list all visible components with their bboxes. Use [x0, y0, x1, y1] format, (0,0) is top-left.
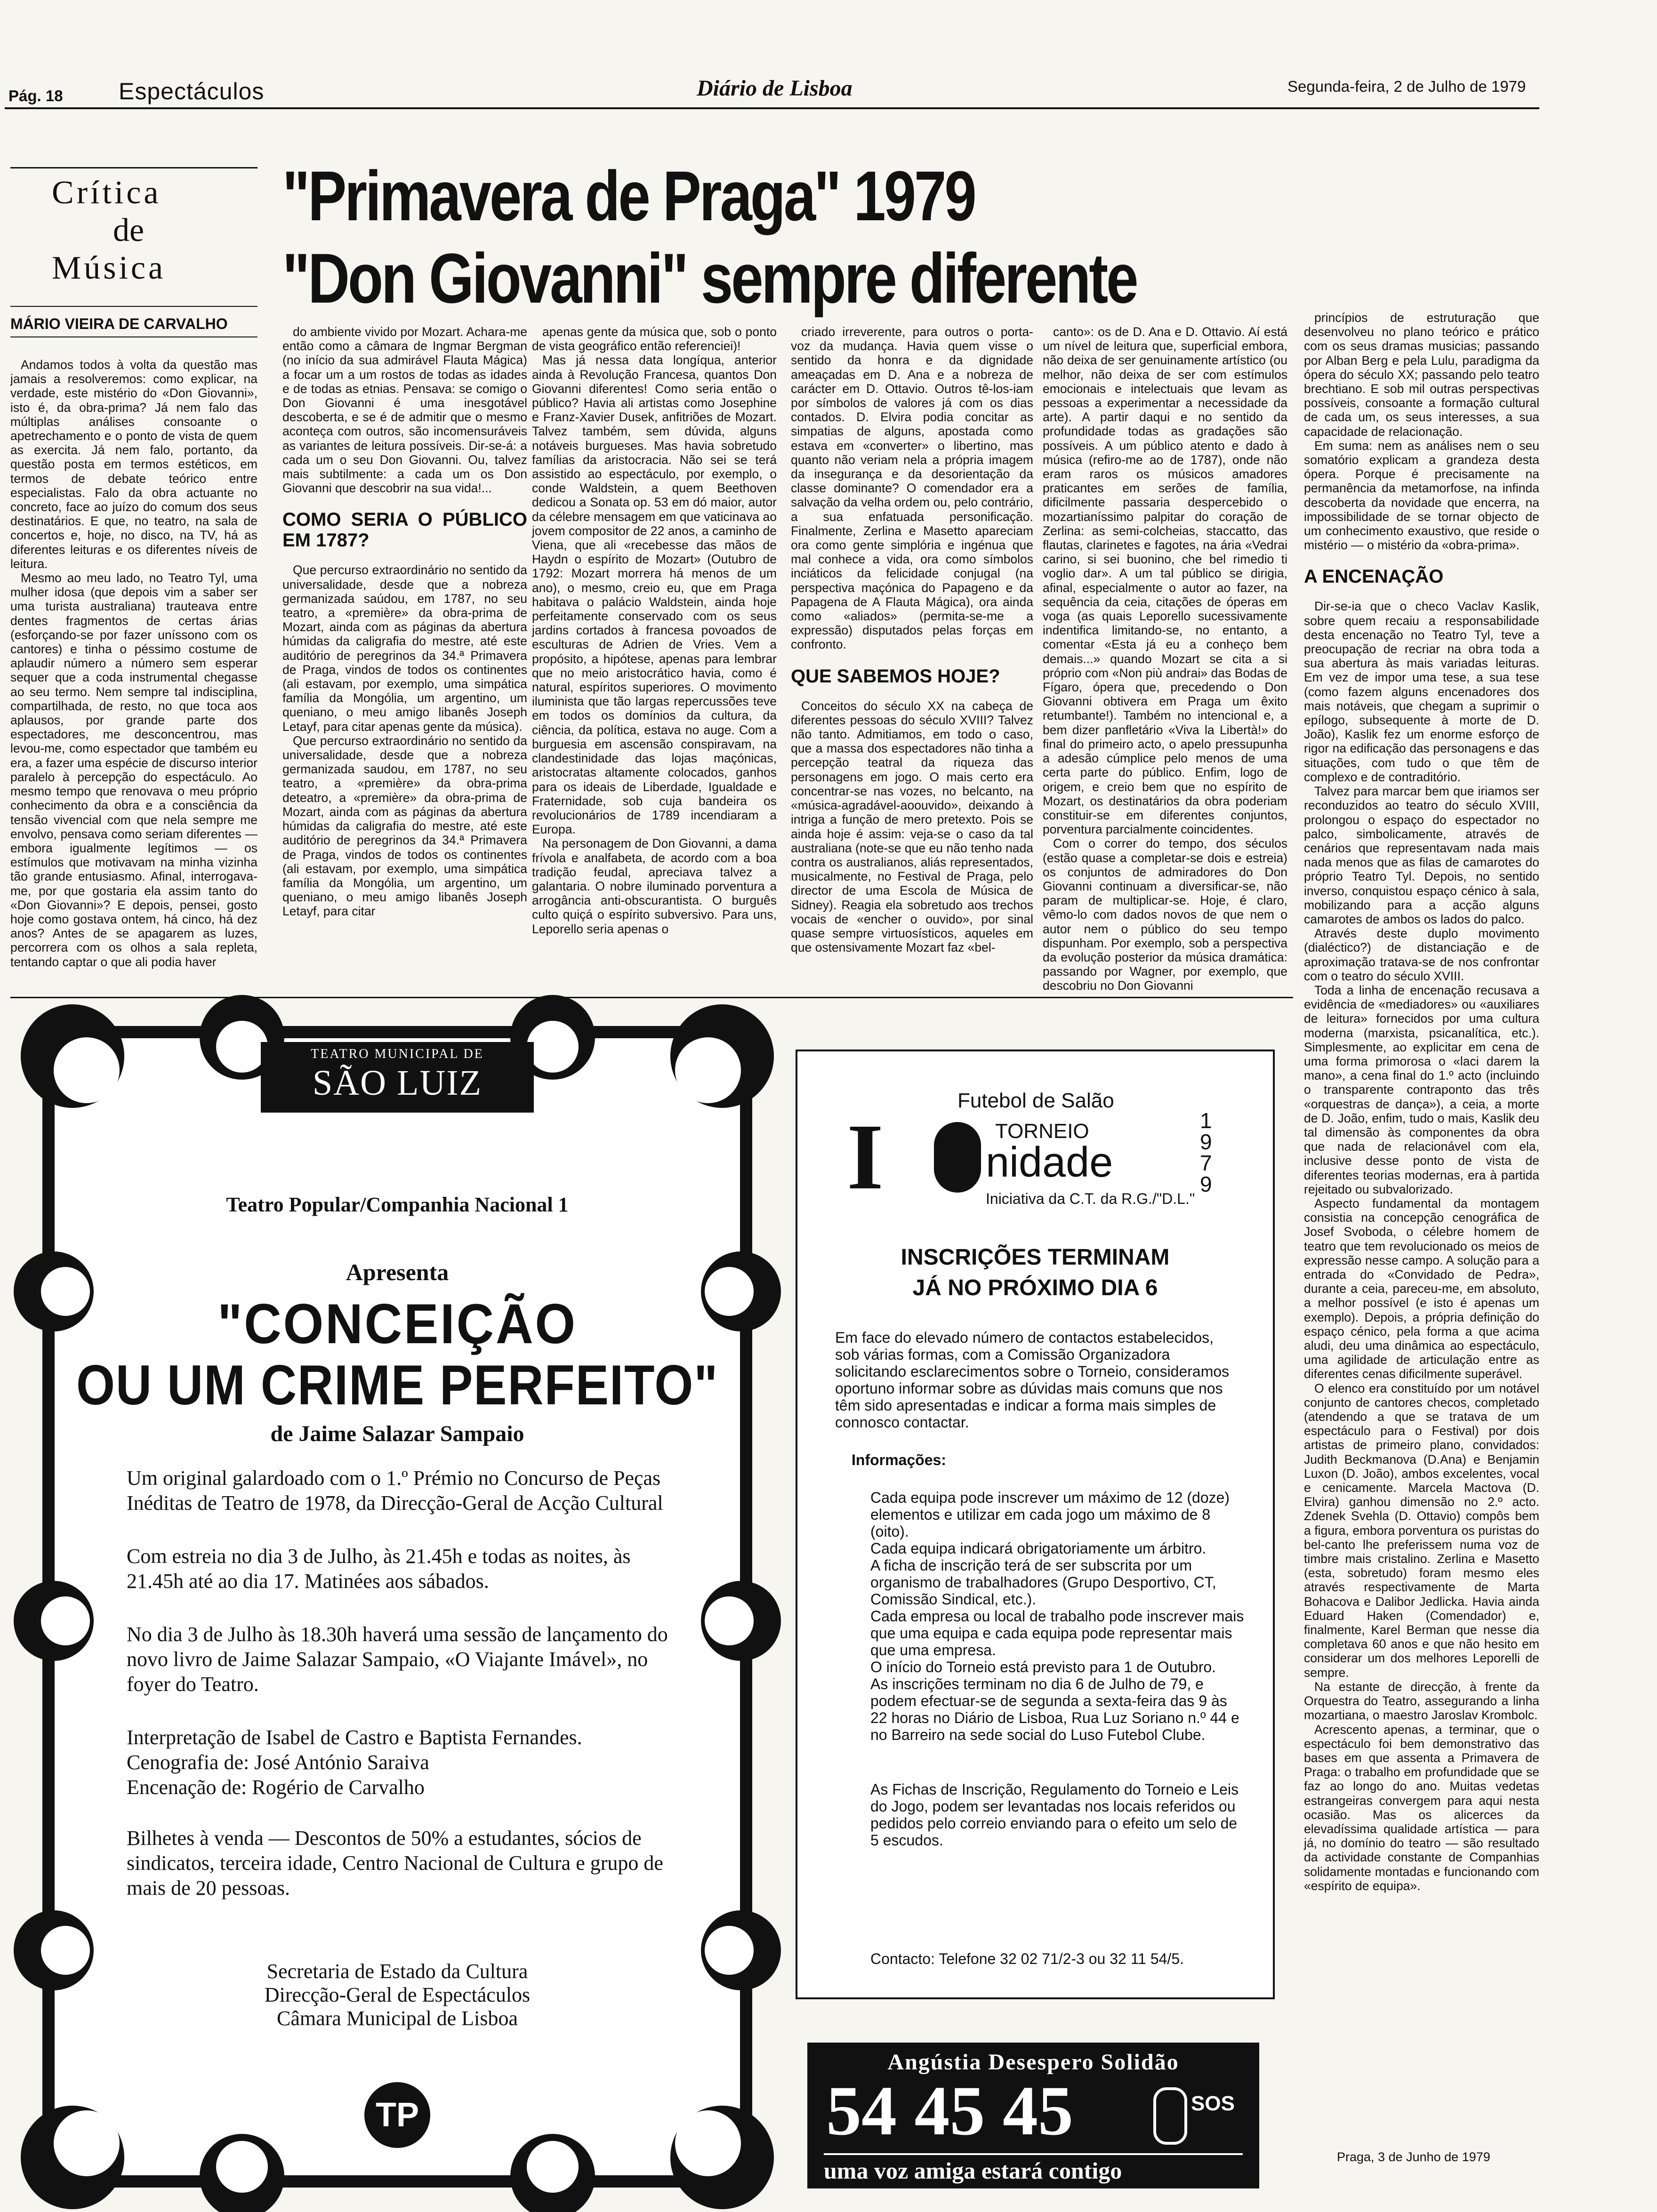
article-column-3	[532, 325, 777, 984]
headline-line1: "Primavera de Praga" 1979	[282, 156, 975, 235]
theatre-presents: Apresenta	[346, 1259, 449, 1285]
football-info: Cada equipa pode inscrever um máximo de 12 (doze) elementos e utilizar em cada jogo um máximo de 8 (oito). Cada equipa indicará obrigatoriamente um árbitro. A ficha de inscrição terá de ser subscrita por um organismo de trabalhadores (Grupo Desportivo, CT, Comissão Sindical, etc.). Cada empresa ou local de trabalho pode inscrever mais que uma equipa e cada equipa pode representar mais que uma empresa. O início do Torneio está previsto para 1 de Outubro. As inscrições terminam no dia 6 de Julho de 79, e podem efectuar-se de segunda a sexta-feira das 9 às 22 horas no Diário de Lisboa, Rua Luz Soriano n.º 44 e no Barreiro na sede social do Luso Futebol Clube.	[870, 1489, 1244, 1743]
paragraph: Na personagem de Don Giovanni, a dama frívola e analfabeta, de acordo com a boa tradição feudal, apreciava talvez a galantaria. O nobre iluminado porventura a arrogância anti-obscurantista. O burguês culto quiçá o espírito subversivo. Para uns, Leporello seria apenas o	[532, 836, 777, 936]
sao-luiz-logo	[261, 1042, 534, 1113]
paragraph: apenas gente da música que, sob o ponto de vista geográfico então referenciei)!	[532, 325, 777, 353]
paragraph: Aspecto fundamental da montagem consistia na concepção cenográfica de Josef Svoboda, o célebre homem de teatro que tem revolucionado os meios de expressão nesse campo. A solução para a entrada do «Convidado de Pedra», durante a ceia, pareceu-me, em absoluto, a melhor possível (e isto é apenas um exemplo). Depois, a própria definição do espaço cénico, pela forma a que acima aludi, deu uma dinâmica ao espectáculo, uma agilidade de articulação entre as diferentes cenas dificilmente superável.	[1304, 1196, 1539, 1381]
theatre-ad-body	[127, 1466, 682, 1900]
tp-logo	[364, 2082, 430, 2148]
rubric-critica: Crítica	[52, 175, 161, 211]
subheading: A ENCENAÇÃO	[1304, 566, 1444, 587]
award-paragraph: Um original galardoado com o 1.º Prémio no Concurso de Peças Inéditas de Teatro de 1978, da Direcção-Geral de Acção Cultural	[127, 1467, 663, 1515]
ads-separator	[10, 997, 1293, 998]
paragraph: do ambiente vivido por Mozart. Achara-me então como a câmara de Ingmar Bergman (no início da sua admirável Flauta Mágica) a focar um a um rostos de todas as idades e de todas as etnias. Pensava: se comigo o Don Giovanni é uma inesgotável descoberta, e se é de admitir que o mesmo aconteça com outros, são incomensuráveis as variantes de leitura possíveis. Dir-se-á: a cada um o seu Don Giovanni. Ou, talvez mais subtilmente: a cada um os Don Giovanni que descobrir na sua vida!...	[282, 325, 527, 496]
football-closing: As Fichas de Inscrição, Regulamento do Torneio e Leis do Jogo, podem ser levantadas nos locais referidos ou pedidos pelo correio enviando para o efeito um selo de 5 escudos.	[870, 1781, 1239, 1849]
tp-logo-text: TP	[375, 2096, 419, 2134]
article-column-1	[10, 358, 257, 984]
section-name: Espectáculos	[119, 78, 265, 104]
credit-cast: Interpretação de Isabel de Castro e Baptista Fernandes.	[127, 1726, 582, 1749]
page-number: Pág. 18	[8, 87, 63, 104]
rubric-de: de	[113, 212, 145, 248]
football-contact: Contacto: Telefone 32 02 71/2-3 ou 32 11 54/5.	[870, 1950, 1184, 1967]
sponsor: Câmara Municipal de Lisboa	[277, 2007, 518, 2030]
rubric-rule	[10, 167, 257, 168]
article-column-4	[791, 325, 1033, 984]
paragraph: Andamos todos à volta da questão mas jamais a resolveremos: como explicar, na verdade, este mistério do «Don Giovanni», isto é, da obra-prima? Já nem falo das múltiplas análises consoante o apetrechamento e o ponto de vista de quem as exercita. Já nem falo, portanto, da questão posta em termos estéticos, em termos de debate teórico entre especialistas. Falo da obra actuante no concreto, face ao juízo do comum dos seus destinatários. E que, no teatro, na sala de concertos e, hoje, no disco, na TV, há as diferentes leituras e os diferentes níveis de leitura.	[10, 358, 257, 571]
paragraph: Dir-se-ia que o checo Vaclav Kaslik, sobre quem recaiu a responsabilidade desta encenação no Teatro Tyl, teve a preocupação de recriar na obra toda a sua abertura às mais variadas leituras. Em vez de impor uma tese, a sua tese (como fazem alguns encenadores dos mais notáveis, que chegam a suprimir o epílogo, subsequente à morte de D. João), Kaslik fez um enorme esforço de rigor na edificação das personagens e das situações, com tudo o que têm de complexo e de contraditório.	[1304, 599, 1539, 784]
issue-date: Segunda-feira, 2 de Julho de 1979	[1287, 78, 1526, 95]
byline: MÁRIO VIEIRA DE CARVALHO	[10, 315, 228, 332]
telephone-icon	[1153, 2087, 1187, 2145]
play-author: de Jaime Salazar Sampaio	[270, 1421, 524, 1446]
paragraph: Conceitos do século XX na cabeça de diferentes pessoas do século XVIII? Talvez não tanto. Admitiamos, em todo o caso, que a massa dos espectadores não tinha a percepção teatral da riqueza das personagens em jogo. O mais certo era concentrar-se nas vozes, no belcanto, na «música-agradável-aoouvido», deixando à intriga a função de mero pretexto. Pois se ainda hoje é assim: veja-se o caso da tal australiana (note-se que eu não tenho nada contra os australianos, aliás representados, musicalmente, no Festival de Praga, pelo director de uma Escola de Música de Sidney). Reagia ela sobretudo aos trechos vocais de «encher o ouvido», por sinal quase sempre virtuosísticos, aqueles em que ostensivamente Mozart faz «bel-	[791, 698, 1033, 955]
play-title-line2: OU UM CRIME PERFEITO"	[76, 1354, 719, 1417]
article-column-6	[1304, 311, 1539, 2000]
paragraph: princípios de estruturação que desenvolveu no plano teórico e prático com os seus dramas musicias; passando por Alban Berg e pela Lulu, paradigma da ópera do século XX; passando pelo teatro brechtiano. E sob mil outras perspectivas possíveis, consoante a formação cultural de cada um, os seus interesses, a sua capacidade de relacionação.	[1304, 311, 1539, 439]
article-column-5	[1043, 325, 1287, 993]
sponsor: Secretaria de Estado da Cultura	[266, 1960, 528, 1983]
tickets-paragraph: Bilhetes à venda — Descontos de 50% a estudantes, sócios de sindicatos, terceira idade, Centro Nacional de Cultura e grupo de mais de 20 pessoas.	[127, 1827, 663, 1899]
football-torneio: TORNEIO	[995, 1120, 1089, 1143]
sponsor: Direcção-Geral de Espectáculos	[264, 1983, 531, 2006]
sao-luiz-logo-line2: SÃO LUIZ	[312, 1063, 483, 1103]
paragraph: Toda a linha de encenação recusava a evidência de «mediadores» ou «auxiliares de leitura» fornecidos por uma cultura moderna (marxista, psicanalítica, etc.). Simplesmente, ao explicitar em cena de uma forma primorosa o «laci darem la mano», a cena final do 1.º acto (incluindo o transparente contraponto das três «orquestras de dança»), a ceia, a morte de D. João, enfim, tudo o mais, Kaslik deu tal dimensão às componentes da obra que nada de relacionável com ela, inclusive desse ponto de vista de diferentes teorias modernas, era à partida rejeitado ou subvalorizado.	[1304, 983, 1539, 1196]
paragraph: criado irreverente, para outros o porta-voz da mudança. Havia quem visse o sentido da honra e da dignidade ameaçadas em D. Ana e a nobreza de carácter em D. Ottavio. Outros tê-los-iam por símbolos de valores já com os dias contados. D. Elvira podia concitar as simpatias de alguns, apostada como estava em «converter» o libertino, mas quanto não veriam nela a própria imagem da insegurança e da desorientação da classe dominante? O comendador era a salvação da velha ordem ou, pelo contrário, a sua enfatuada personificação. Finalmente, Zerlina e Masetto apareciam ora como gente simplória e ingénua que mal conhece a vida, ora como símbolos inciáticos da felicidade conjugal (na perspectiva maçónica do Papageno e da Papagena de A Flauta Mágica), ora ainda como «aliados» (permita-se-me a expressão) disputados pelas forças em confronto.	[791, 325, 1033, 652]
sos-phone-number: 54 45 45	[826, 2072, 1073, 2150]
paragraph: canto»: os de D. Ana e D. Ottavio. Aí está um nível de leitura que, superficial embora, não deixa de ser genuinamente artístico (ou melhor, não deixa de ser com estímulos emocionais e intelectuais que levam as pessoas a experimentar a necessidade da arte). A partir daqui e no sentido da profundidade todas as gradações são possíveis. A um público atento e dado à música (refiro-me ao de 1787), onde não eram raros os músicos amadores praticantes em serões de família, dificilmente passaria despercebido o mozartianíssimo palpitar do coração de Zerlina: as semi-colcheias, staccatto, das flautas, clarinetes e fagotes, na ária «Vedrai carino, si sei buonino, che bel rimedio ti voglio dar». A um tal público se dirigia, afinal, especialmente o autor ao fazer, na sequência da ceia, citações de óperas em voga (as quais Leporello sucessivamente indentifica limitando-se, no entanto, a comentar «Esta já eu a conheço bem demais...» quando Mozart se cita a si próprio com «Non più andrai» das Bodas de Fígaro, ópera que, precedendo o Don Giovanni obtivera em Praga um êxito retumbante!). Também no intencional e, a bem dizer panfletário «Viva la Libertà!» do final do primeiro acto, o apelo pressupunha a adesão cúmplice pelo menos de uma certa parte do público. Enfim, logo de origem, e creio bem que no espírito de Mozart, os destinatários da obra poderiam constituir-se em diferentes conjuntos, porventura parcialmente coincidentes.	[1043, 325, 1287, 837]
subheading: QUE SABEMOS HOJE?	[791, 665, 1000, 687]
sos-bottom-line: uma voz amiga estará contigo	[824, 2153, 1243, 2184]
headline-line2: "Don Giovanni" sempre diferente	[282, 239, 1137, 318]
sos-badge: SOS	[1191, 2092, 1235, 2115]
rubric-musica: Música	[52, 250, 166, 286]
article-column-2	[282, 325, 527, 984]
football-unidade: nidade	[986, 1139, 1113, 1186]
credit-director: Encenação de: Rogério de Carvalho	[127, 1776, 425, 1799]
paragraph: Em suma: nem as análises nem o seu somatório explicam a grandeza desta ópera. Porque é precisamente na permanência da metamorfose, na infinda descoberta da novidade que encerra, na impossibilidade de se tornar objecto de um conhecimento exaustivo, que reside o mistério — o mistério da «obra-prima».	[1304, 438, 1539, 553]
paragraph: Que percurso extraordinário no sentido da universalidade, desde que a nobreza germanizada saudou, em 1787, no seu teatro, a «première» da obra-prima deteatro, a «première» da obra-prima de Mozart, ainda com as páginas da abertura húmidas da caligrafia do mestre, até este auditório de peregrinos da 34.ª Primavera de Praga, vindos de todos os continentes (ali estavam, por exemplo, uma simpática família da Mongólia, um argentino, um queniano, o meu amigo libanês Joseph Letayf, para citar	[282, 733, 527, 919]
sao-luiz-logo-line1: TEATRO MUNICIPAL DE	[311, 1047, 484, 1061]
sos-advertisement	[807, 2043, 1259, 2188]
premiere-paragraph: Com estreia no dia 3 de Julho, às 21.45h e todas as noites, às 21.45h até ao dia 17. Matinées aos sábados.	[127, 1545, 631, 1593]
paragraph: Talvez para marcar bem que iriamos ser reconduzidos ao teatro do século XVIII, prolongou o espaço do espectador no palco, simbolicamente, através de cenários que representavam nada mais nada menos que as filas de camarotes do próprio Teatro Tyl. Depois, no sentido inverso, conquistou espaço cénico à sala, mobilizando para a acção alguns camarotes de ambos os lados do palco.	[1304, 784, 1539, 926]
paragraph: Com o correr do tempo, dos séculos (estão quase a completar-se dois e estreia) os conjuntos de admiradores do Don Giovanni continuam a diversificar-se, não param de multiplicar-se. Hoje, é claro, vêmo-lo com dados novos de que nem o autor nem o público do seu tempo dispunham. Por exemplo, sob a perspectiva da evolução posterior da música dramática: passando por Wagner, por exemplo, que descobriu no Don Giovanni	[1043, 836, 1287, 993]
paragraph: Na estante de direcção, à frente da Orquestra do Teatro, assegurando a linha mozartiana, o maestro Jaroslav Krombolc.	[1304, 1679, 1539, 1723]
paragraph: Que percurso extraordinário no sentido da universalidade, desde que a nobreza germanizada saúdou, em 1787, no seu teatro, a «première» da obra-prima de Mozart, ainda com as páginas da abertura húmidas da caligrafia do mestre, até este auditório de peregrinos da 34.ª Primavera de Praga, vindos de todos os continentes (ali estavam, por exemplo, uma simpática família da Mongólia, um argentino, um queniano, o meu amigo libanês Joseph Letayf, para citar apenas gente da música).	[282, 563, 527, 734]
header-rule	[5, 107, 1539, 109]
theatre-sponsors	[44, 1960, 750, 2030]
football-intro: Em face do elevado número de contactos estabelecidos, sob várias formas, com a Comissão Organizadora solicitando esclarecimentos sobre o Torneio, consideramos oportuno informar sobre as dúvidas mais comuns que nos têm sido apresentadas e indicar a forma mais simples de connosco contactar.	[835, 1329, 1230, 1431]
paragraph: Acrescento apenas, a terminar, que o espectáculo foi bem demonstrativo das bases em que assenta a Primavera de Praga: o trabalho em profundidade que se faz ao longo do ano. Muitas vedetas estrangeiras convergem para aqui nesta ocasião. Mas os alicerces da elevadíssima qualidade artística — para já, no domínio do teatro — são resultado da actividade constante de Companhias solidamente montadas e funcionando com «espírito de equipa».	[1304, 1722, 1539, 1893]
dateline: Praga, 3 de Junho de 1979	[1337, 2150, 1490, 2164]
football-info-label: Informações:	[852, 1451, 946, 1468]
football-advertisement	[796, 1050, 1275, 1999]
paragraph: O elenco era constituído por um notável conjunto de cantores checos, completado (atendendo a que se tratava de um espectáculo para o Festival) por dois artistas de primeiro plano, convidados: Judith Beckmanova (D.Ana) e Benjamin Luxon (D. João), ambos excelentes, vocal e cenicamente. Marcela Mactova (D. Elvira) ganhou dimensão no 2.º acto. Zdenek Svehla (D. Ottavio) compôs bem a figura, embora porventura os puristas do bel-canto lhe preferissem numa voz de timbre mais cristalino. Zerlina e Masetto (esta, sobretudo) foram mesmo eles através respectivamente de Marta Bohacova e Dalibor Jedlicka. Havia ainda Eduard Haken (Comendador) e, finalmente, Karel Berman que nesse dia completava 60 anos e que não hesito em considerar um dos melhores Leporelli de sempre.	[1304, 1381, 1539, 1680]
football-ball-icon	[934, 1122, 981, 1193]
football-year: 1979	[1200, 1108, 1212, 1196]
football-heading2: JÁ NO PRÓXIMO DIA 6	[912, 1275, 1158, 1300]
book-launch-paragraph: No dia 3 de Julho às 18.30h haverá uma sessão de lançamento do novo livro de Jaime Salazar Sampaio, «O Viajante Imável», no foyer do Teatro.	[127, 1623, 668, 1696]
football-initiative: Iniciativa da C.T. da R.G./"D.L."	[986, 1190, 1195, 1207]
masthead: Diário de Lisboa	[697, 76, 853, 101]
theatre-company: Teatro Popular/Companhia Nacional 1	[226, 1193, 569, 1216]
football-logo-letter: I	[847, 1105, 884, 1209]
paragraph: Mas já nessa data longíqua, anterior ainda à Revolução Francesa, quantos Don Giovanni diferentes! Como seria então o público? Havia ali artistas como Josephine e Franz-Xavier Dusek, anfitriões de Mozart. Talvez também, sem dúvida, alguns notáveis burgueses. Mas havia sobretudo famílias da aristocracia. Não sei se terá assistido ao espectáculo, por exemplo, o conde Waldstein, a quem Beethoven dedicou a Sonata op. 53 em dó maior, autor da célebre mensagem em que vaticinava ao jovem compositor de 22 anos, a caminho de Viena, que ali «recebesse das mãos de Haydn o espírito de Mozart» (Outubro de 1792: Mozart morrera há menos de um ano), o mesmo, creio eu, que em Praga habitava o palácio Waldstein, ainda hoje perfeitamente conservado com os seus jardins cortados à francesa povoados de esculturas de Adrien de Vries. Vem a propósito, a hipótese, apenas para lembrar que no meio aristocrático havia, como é natural, espíritos superiores. O movimento iluminista que tão largas repercussões teve em todos os domínios da cultura, da ciência, da política, estava no auge. Com a burguesia em ascensão conspiravam, na clandestinidade das lojas maçónicas, aristocratas altamente colocados, ganhos para os ideais de Liberdade, Igualdade e Fraternidade, sob cuja bandeira os revolucionários de 1789 incendiaram a Europa.	[532, 353, 777, 837]
paragraph: Através deste duplo movimento (dialéctico?) de distanciação e de aproximação tratava-se de nos confrontar com o teatro do século XVIII.	[1304, 926, 1539, 983]
subheading: COMO SERIA O PÚBLICO EM 1787?	[282, 509, 527, 551]
football-kicker: Futebol de Salão	[957, 1089, 1114, 1112]
sos-top-line: Angústia Desespero Solidão	[887, 2050, 1179, 2075]
paragraph: Mesmo ao meu lado, no Teatro Tyl, uma mulher idosa (que depois vim a saber ser uma turista australiana) trauteava entre dentes fragmentos de certas árias (esforçando-se por fazer uníssono com os cantores) e tinha o péssimo costume de aplaudir número a número sem esperar sequer que a coda instrumental chegasse ao seu termo. Nem sempre tal indisciplina, compartilhada, de resto, no que toca aos aplausos, por grande parte dos espectadores, me desconcentrou, mas levou-me, como espectador que também eu era, a fazer uma espécie de discurso interior paralelo à percepção do espectáculo. Ao mesmo tempo que renovava o meu próprio conhecimento da obra e a consciência da tensão vivencial com que nela sempre me envolvo, pensava como seriam diferentes — embora igualmente legítimos — os estímulos que motivavam na minha vizinha tão grande entusiasmo. Afinal, interrogava-me, por que gostaria ela assim tanto do «Don Giovanni»? E depois, pensei, gosto hoje como gostava ontem, há cinco, há dez anos? Antes de se apagarem as luzes, percorrera com os olhos a sala repleta, tentando captar o que ali podia haver	[10, 571, 257, 969]
theatre-advertisement	[42, 1026, 752, 2188]
play-title-line1: "CONCEIÇÃO	[217, 1292, 577, 1355]
credit-set: Cenografia de: José António Saraiva	[127, 1751, 429, 1774]
rubric-rule	[10, 306, 257, 307]
football-heading1: INSCRIÇÕES TERMINAM	[901, 1245, 1170, 1270]
